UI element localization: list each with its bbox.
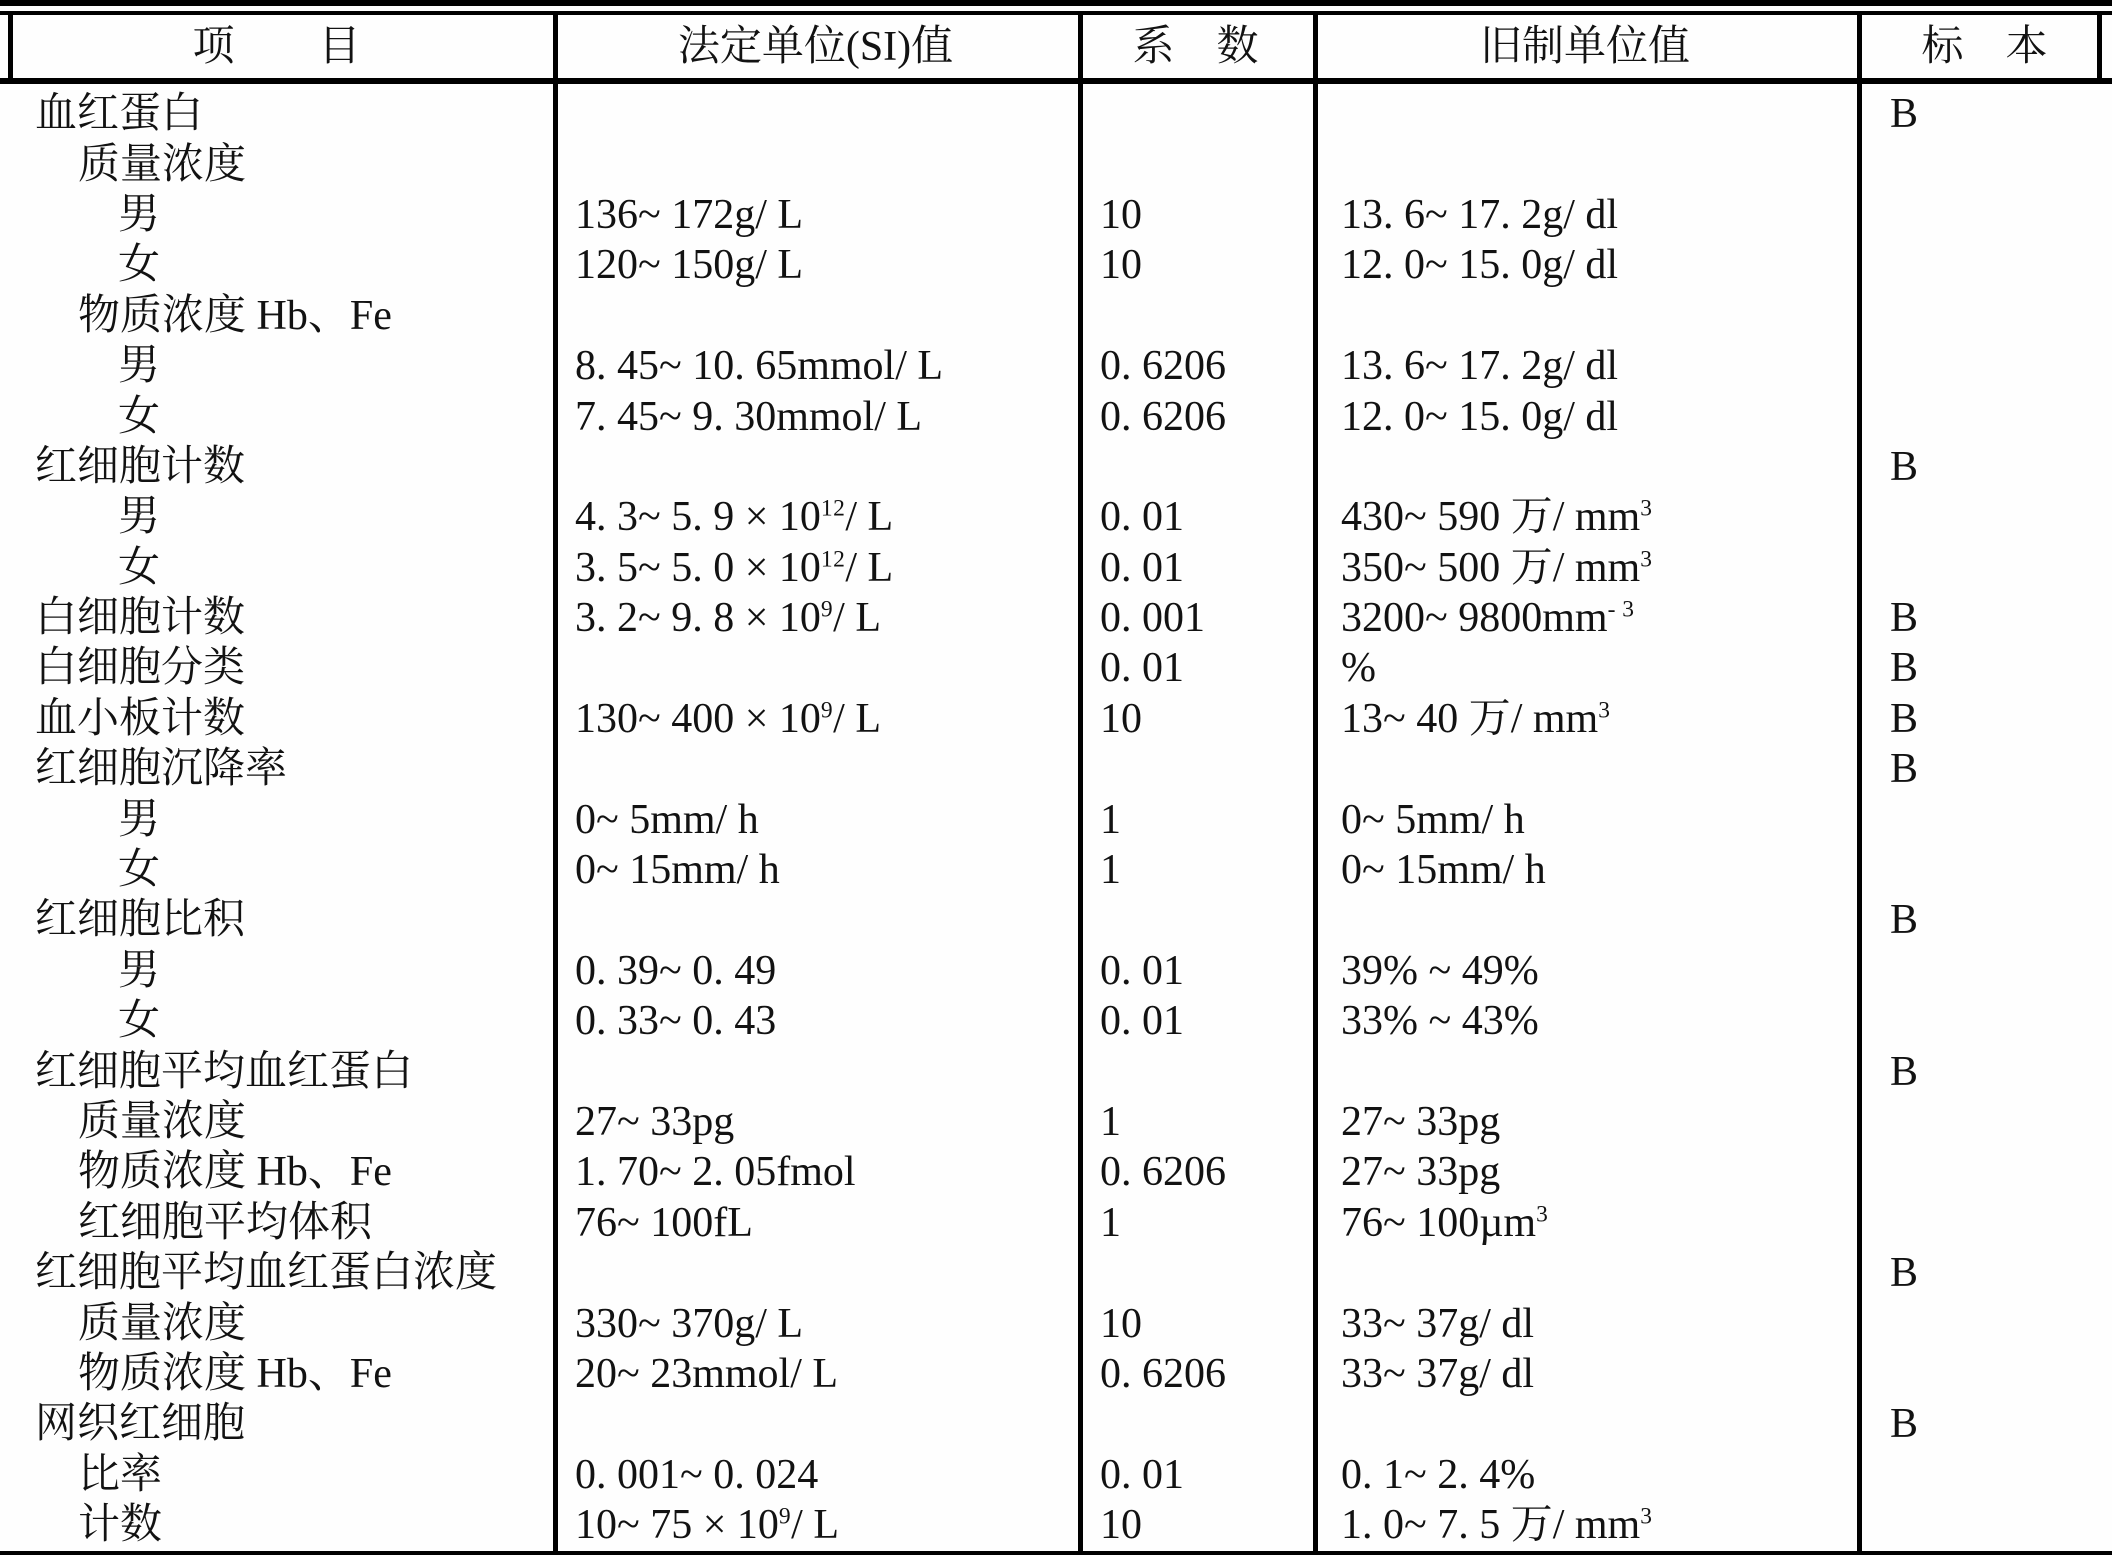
- cell-si-value: 0~ 5mm/ h: [575, 796, 759, 843]
- cell-old-unit-value: 27~ 33pg: [1341, 1099, 1501, 1145]
- cell-specimen: B: [1890, 695, 1919, 742]
- cell-item: 计数: [78, 1502, 163, 1549]
- cell-coefficient: 0. 6206: [1100, 343, 1226, 390]
- table-row: [0, 1097, 2112, 1147]
- table-row: [0, 1248, 2112, 1298]
- cell-si-value: 120~ 150g/ L: [575, 242, 804, 289]
- cell-old-unit-value: 0~ 15mm/ h: [1341, 847, 1546, 894]
- cell-old-unit-value: 3200~ $9800mm^{- 3}$: [1341, 595, 1635, 642]
- cell-si-value: 0~ 15mm/ h: [575, 847, 780, 894]
- cell-item: 男: [118, 191, 161, 238]
- cell-coefficient: 0. 01: [1100, 947, 1184, 994]
- cell-coefficient: 0. 01: [1100, 494, 1184, 541]
- cell-old-unit-value: 13. 6~ 17. 2g/ dl: [1341, 343, 1619, 390]
- cell-si-value: 130~ $400 \times 10^9/$ L: [575, 695, 881, 742]
- cell-old-unit-value: 12. 0~ 15. 0g/ dl: [1341, 242, 1619, 289]
- table-row: [0, 391, 2112, 441]
- table-row: [0, 895, 2112, 945]
- cell-old-unit-value: %: [1341, 645, 1376, 692]
- cell-item: 物质浓度 Hb、Fe: [78, 1149, 392, 1196]
- table-row: [0, 1298, 2112, 1348]
- cell-item: 男: [118, 343, 161, 390]
- cell-specimen: B: [1890, 595, 1919, 642]
- cell-old-unit-value: 13. 6~ 17. 2g/ dl: [1341, 191, 1619, 238]
- cell-si-value: 4. 3~ 5. $9 \times 10^{12}/$ L: [575, 494, 894, 541]
- cell-specimen: B: [1890, 1048, 1919, 1095]
- table-row: [0, 1500, 2112, 1550]
- table-row: [0, 946, 2112, 996]
- table-row: [0, 593, 2112, 643]
- cell-item: 质量浓度: [78, 141, 247, 188]
- table-row: [0, 845, 2112, 895]
- cell-item: 女: [118, 847, 161, 894]
- cell-old-unit-value: 33~ 37g/ dl: [1341, 1300, 1535, 1347]
- column-header-specimen: 标 本: [1921, 23, 2048, 70]
- cell-item: 网织红细胞: [35, 1401, 246, 1448]
- table-row: [0, 643, 2112, 693]
- column-header-item: 项 目: [192, 23, 361, 70]
- cell-item: 女: [118, 544, 161, 591]
- cell-coefficient: 0. 01: [1100, 645, 1184, 692]
- cell-item: 白细胞分类: [35, 645, 246, 692]
- table-row: [0, 1046, 2112, 1096]
- table-row: [0, 1147, 2112, 1197]
- cell-coefficient: 0. 6206: [1100, 1149, 1226, 1196]
- table-row: [0, 240, 2112, 290]
- cell-item: 男: [118, 796, 161, 843]
- cell-item: 红细胞比积: [35, 897, 246, 944]
- cell-si-value: 7. 45~ 9. 30mmol/ L: [575, 393, 923, 440]
- cell-si-value: 76~ 100fL: [575, 1199, 753, 1246]
- cell-specimen: B: [1890, 746, 1919, 793]
- cell-si-value: 0. 33~ 0. 43: [575, 998, 777, 1045]
- cell-old-unit-value: 12. 0~ 15. 0g/ dl: [1341, 393, 1619, 440]
- cell-item: 女: [118, 242, 161, 289]
- table-body: [0, 89, 2112, 1550]
- cell-item: 男: [118, 494, 161, 541]
- cell-item: 物质浓度 Hb、Fe: [78, 292, 392, 339]
- table-row: [0, 190, 2112, 240]
- cell-item: 物质浓度 Hb、Fe: [78, 1350, 392, 1397]
- cell-coefficient: 1: [1100, 847, 1121, 894]
- table-top-border-outer: [0, 0, 2112, 6]
- cell-specimen: B: [1890, 1401, 1919, 1448]
- cell-coefficient: 0. 01: [1100, 998, 1184, 1045]
- column-header-old-unit: 旧制单位值: [1479, 23, 1690, 70]
- cell-coefficient: 1: [1100, 796, 1121, 843]
- table-row: [0, 794, 2112, 844]
- table-row: [0, 744, 2112, 794]
- cell-coefficient: 10: [1100, 191, 1142, 238]
- cell-coefficient: 0. 6206: [1100, 393, 1226, 440]
- cell-coefficient: 10: [1100, 695, 1142, 742]
- cell-si-value: 27~ 33pg: [575, 1099, 735, 1145]
- cell-old-unit-value: 13~ 40 万/ $mm^3$: [1341, 695, 1611, 742]
- cell-item: 红细胞平均血红蛋白浓度: [35, 1250, 498, 1297]
- cell-si-value: 0. 001~ 0. 024: [575, 1451, 819, 1498]
- cell-old-unit-value: 1. 0~ 7. 5 万/ $mm^3$: [1341, 1502, 1653, 1549]
- table-row: [0, 1450, 2112, 1500]
- header-separator-line: [0, 78, 2112, 84]
- cell-si-value: 1. 70~ 2. 05fmol: [575, 1149, 856, 1196]
- cell-specimen: B: [1890, 91, 1919, 138]
- table-row: [0, 341, 2112, 391]
- cell-si-value: 3. 5~ 5. $0 \times 10^{12}/$ L: [575, 544, 894, 591]
- table-row: [0, 543, 2112, 593]
- table-row: [0, 1349, 2112, 1399]
- cell-item: 红细胞计数: [35, 443, 246, 490]
- cell-si-value: 20~ 23mmol/ L: [575, 1350, 839, 1397]
- cell-item: 质量浓度: [78, 1300, 247, 1347]
- cell-si-value: 10~ $75 \times 10^9/$ L: [575, 1502, 839, 1549]
- cell-old-unit-value: 27~ 33pg: [1341, 1149, 1501, 1196]
- cell-item: 男: [118, 947, 161, 994]
- cell-item: 血小板计数: [35, 695, 246, 742]
- cell-si-value: 8. 45~ 10. 65mmol/ L: [575, 343, 944, 390]
- cell-coefficient: 0. 6206: [1100, 1350, 1226, 1397]
- cell-coefficient: 1: [1100, 1099, 1121, 1145]
- cell-coefficient: 10: [1100, 1300, 1142, 1347]
- table-row: [0, 442, 2112, 492]
- table-row: [0, 1198, 2112, 1248]
- cell-old-unit-value: 0~ 5mm/ h: [1341, 796, 1525, 843]
- cell-old-unit-value: 0. 1~ 2. 4%: [1341, 1451, 1536, 1498]
- cell-old-unit-value: 33~ 37g/ dl: [1341, 1350, 1535, 1397]
- cell-specimen: B: [1890, 897, 1919, 944]
- cell-specimen: B: [1890, 443, 1919, 490]
- table-row: [0, 996, 2112, 1046]
- table-row: [0, 139, 2112, 189]
- table-row: [0, 1399, 2112, 1449]
- column-header-si-value: 法定单位(SI)值: [677, 23, 954, 70]
- cell-item: 红细胞平均血红蛋白: [35, 1048, 414, 1095]
- cell-item: 比率: [78, 1451, 163, 1498]
- cell-item: 白细胞计数: [35, 595, 246, 642]
- table-bottom-border: [0, 1551, 2112, 1555]
- table-row: [0, 89, 2112, 139]
- cell-old-unit-value: 33% ~ 43%: [1341, 998, 1539, 1045]
- table-header-row: [0, 15, 2112, 78]
- cell-old-unit-value: 350~ 500 万/ $mm^3$: [1341, 544, 1653, 591]
- cell-coefficient: 10: [1100, 242, 1142, 289]
- cell-old-unit-value: 430~ 590 万/ $mm^3$: [1341, 494, 1653, 541]
- cell-si-value: 330~ 370g/ L: [575, 1300, 804, 1347]
- cell-item: 血红蛋白: [35, 91, 204, 138]
- table-row: [0, 492, 2112, 542]
- cell-coefficient: 0. 01: [1100, 1451, 1184, 1498]
- cell-old-unit-value: 39% ~ 49%: [1341, 947, 1539, 994]
- cell-item: 女: [118, 393, 161, 440]
- cell-coefficient: 1: [1100, 1199, 1121, 1246]
- cell-item: 红细胞平均体积: [78, 1199, 373, 1246]
- cell-specimen: B: [1890, 645, 1919, 692]
- cell-coefficient: 0. 01: [1100, 544, 1184, 591]
- cell-coefficient: 10: [1100, 1502, 1142, 1549]
- cell-item: 质量浓度: [78, 1099, 247, 1145]
- table-row: [0, 694, 2112, 744]
- cell-si-value: 136~ 172g/ L: [575, 191, 804, 238]
- cell-old-unit-value: 76~ 100µm$^3$: [1341, 1199, 1549, 1246]
- cell-item: 红细胞沉降率: [35, 746, 288, 793]
- cell-item: 女: [118, 998, 161, 1045]
- cell-si-value: 3. 2~ 9. $8 \times 10^9/$ L: [575, 595, 881, 642]
- cell-coefficient: 0. 001: [1100, 595, 1205, 642]
- column-header-coefficient: 系 数: [1132, 23, 1259, 70]
- cell-specimen: B: [1890, 1250, 1919, 1297]
- table-row: [0, 291, 2112, 341]
- cell-si-value: 0. 39~ 0. 49: [575, 947, 777, 994]
